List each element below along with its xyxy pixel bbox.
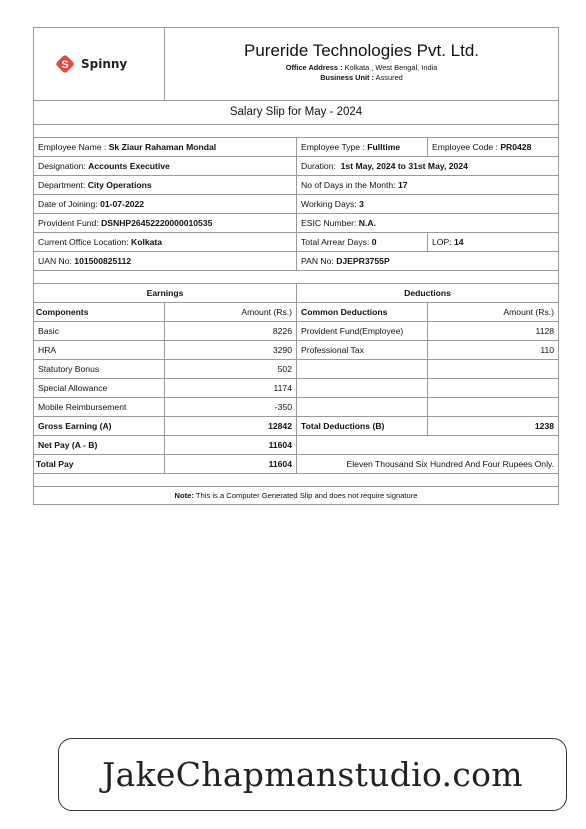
office-location: Current Office Location: Kolkata [34,233,297,252]
business-unit: Business Unit : Assured [320,72,403,82]
pay-row [34,379,559,398]
gross-earning-label: Gross Earning (A) [34,417,165,436]
company-name: Pureride Technologies Pvt. Ltd. [244,40,480,60]
provident-fund-number: Provident Fund: DSNHP26452220000010535 [34,214,297,233]
employee-row [34,195,559,214]
company-cell [165,28,559,101]
employee-row [34,233,559,252]
empty-cell [428,360,559,379]
date-of-joining: Date of Joining: 01-07-2022 [34,195,297,214]
gross-earning-amount: 12842 [165,417,297,436]
salary-slip-table [33,27,559,505]
spacer-row [34,474,559,487]
slip-title-row [34,101,559,125]
total-deductions-label: Total Deductions (B) [297,417,428,436]
section-header-row [34,284,559,303]
employee-row [34,252,559,271]
deduction-amount: 110 [428,341,559,360]
pay-row [34,341,559,360]
total-pay-label: Total Pay [34,455,165,474]
note: Note: This is a Computer Generated Slip and does not require signature [34,487,559,505]
earning-label: Statutory Bonus [34,360,165,379]
watermark-box [58,738,567,811]
earning-label: HRA [34,341,165,360]
working-days: Working Days: 3 [297,195,559,214]
earning-label: Special Allowance [34,379,165,398]
earning-amount: 8226 [165,322,297,341]
earning-amount: 1174 [165,379,297,398]
earning-amount: 3290 [165,341,297,360]
net-pay-row [34,436,559,455]
designation: Designation: Accounts Executive [34,157,297,176]
esic-number: ESIC Number: N.A. [297,214,559,233]
spacer-row [34,125,559,138]
column-header-row [34,303,559,322]
earning-label: Mobile Reimbursement [34,398,165,417]
earnings-component-header: Components [34,303,165,322]
employee-row [34,157,559,176]
totals-row [34,417,559,436]
pay-row [34,322,559,341]
salary-slip [33,27,558,505]
empty-cell [297,398,428,417]
company-logo [34,53,164,75]
total-pay-amount: 11604 [165,455,297,474]
total-deductions-amount: 1238 [428,417,559,436]
deductions-amount-header: Amount (Rs.) [428,303,559,322]
empty-cell [428,379,559,398]
pay-row [34,360,559,379]
department: Department: City Operations [34,176,297,195]
net-pay-label: Net Pay (A - B) [34,436,165,455]
days-in-month: No of Days in the Month: 17 [297,176,559,195]
spinny-logo-icon [54,53,76,75]
employee-type: Employee Type : Fulltime [297,138,428,157]
employee-row [34,214,559,233]
office-address: Office Address : Kolkata , West Bengal, India [285,62,438,72]
pan-number: PAN No: DJEPR3755P [297,252,559,271]
earning-amount: -350 [165,398,297,417]
logo-text: Spinny [81,57,128,71]
uan-number: UAN No: 101500825112 [34,252,297,271]
lop: LOP: 14 [428,233,559,252]
employee-code: Employee Code : PR0428 [428,138,559,157]
earnings-header: Earnings [34,284,297,303]
earnings-amount-header: Amount (Rs.) [165,303,297,322]
empty-cell [297,379,428,398]
pay-row [34,398,559,417]
empty-cell [297,360,428,379]
spacer-row [34,271,559,284]
total-pay-in-words: Eleven Thousand Six Hundred And Four Rupees Only. [297,455,559,474]
watermark-text: JakeChapmanstudio.com [102,755,523,794]
note-row [34,487,559,505]
deduction-label: Provident Fund(Employee) [297,322,428,341]
empty-cell [428,398,559,417]
earning-amount: 502 [165,360,297,379]
arrear-days: Total Arrear Days: 0 [297,233,428,252]
total-pay-row [34,455,559,474]
deductions-component-header: Common Deductions [297,303,428,322]
deduction-label: Professional Tax [297,341,428,360]
employee-row [34,176,559,195]
net-pay-amount: 11604 [165,436,297,455]
earning-label: Basic [34,322,165,341]
logo-cell [34,28,165,101]
employee-name: Employee Name : Sk Ziaur Rahaman Mondal [34,138,297,157]
duration: Duration: 1st May, 2024 to 31st May, 2024 [297,157,559,176]
header-row [34,28,559,101]
svg-text:S: S [61,59,69,71]
deduction-amount: 1128 [428,322,559,341]
slip-title: Salary Slip for May - 2024 [34,101,559,125]
deductions-header: Deductions [297,284,559,303]
employee-row [34,138,559,157]
empty-cell [297,436,559,455]
